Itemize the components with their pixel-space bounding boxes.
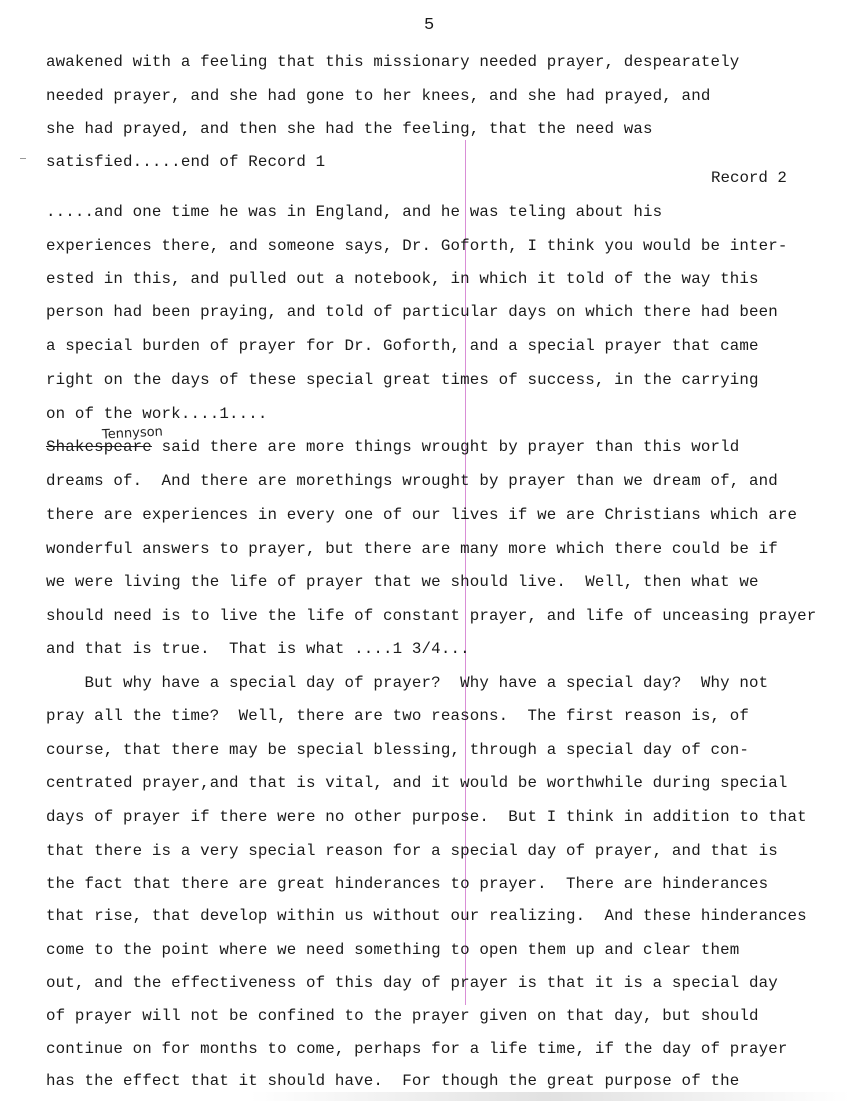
text-line: on of the work....1.... [46, 405, 268, 423]
scan-smudge [250, 1092, 850, 1101]
text-line: wonderful answers to prayer, but there are many more which there could be if [46, 540, 778, 558]
text-line: of prayer will not be confined to the prayer given on that day, but should [46, 1007, 759, 1025]
text-line: dreams of. And there are morethings wrought by prayer than we dream of, and [46, 472, 778, 490]
text-line: should need is to live the life of constant prayer, and life of unceasing prayer [46, 607, 817, 625]
text-line: .....and one time he was in England, and he was teling about his [46, 203, 663, 221]
text-line: come to the point where we need something to open them up and clear them [46, 941, 740, 959]
text-line: experiences there, and someone says, Dr. Goforth, I think you would be inter- [46, 237, 788, 255]
text-line: satisfied.....end of Record 1 [46, 153, 326, 171]
text-line: Shakespeare said there are more things wrought by prayer than this world [46, 438, 740, 456]
text-line: needed prayer, and she had gone to her knees, and she had prayed, and [46, 87, 711, 105]
text-line: the fact that there are great hinderances to prayer. There are hinderances [46, 875, 769, 893]
text-line: that rise, that develop within us without our realizing. And these hinderances [46, 907, 807, 925]
text-line: centrated prayer,and that is vital, and it would be worthwhile during special [46, 774, 788, 792]
handwritten-annotation: Tennyson [101, 424, 164, 443]
text-line: But why have a special day of prayer? Why have a special day? Why not [46, 674, 769, 692]
text-line: that there is a very special reason for a special day of prayer, and that is [46, 842, 778, 860]
page-number: 5 [424, 16, 435, 35]
text-line: we were living the life of prayer that we should live. Well, then what we [46, 573, 759, 591]
text-line: there are experiences in every one of our lives if we are Christians which are [46, 506, 798, 524]
text-line: person had been praying, and told of particular days on which there had been [46, 303, 778, 321]
text-line: right on the days of these special great times of success, in the carrying [46, 371, 759, 389]
text-line: ested in this, and pulled out a notebook, in which it told of the way this [46, 270, 759, 288]
text-line: she had prayed, and then she had the feeling, that the need was [46, 120, 653, 138]
text-line: course, that there may be special blessing, through a special day of con- [46, 741, 749, 759]
text-line: days of prayer if there were no other purpose. But I think in addition to that [46, 808, 807, 826]
text-line: has the effect that it should have. For though the great purpose of the [46, 1072, 740, 1090]
margin-mark [20, 158, 26, 159]
text-line: awakened with a feeling that this missionary needed prayer, despearately [46, 53, 740, 71]
text-line: and that is true. That is what ....1 3/4... [46, 640, 470, 658]
record-label: Record 2 [711, 169, 787, 187]
text-line: pray all the time? Well, there are two reasons. The first reason is, of [46, 707, 749, 725]
text-line: a special burden of prayer for Dr. Goforth, and a special prayer that came [46, 337, 759, 355]
struck-word: Shakespeare [46, 438, 152, 456]
text-line: continue on for months to come, perhaps for a life time, if the day of prayer [46, 1040, 788, 1058]
text-line: out, and the effectiveness of this day of prayer is that it is a special day [46, 974, 778, 992]
